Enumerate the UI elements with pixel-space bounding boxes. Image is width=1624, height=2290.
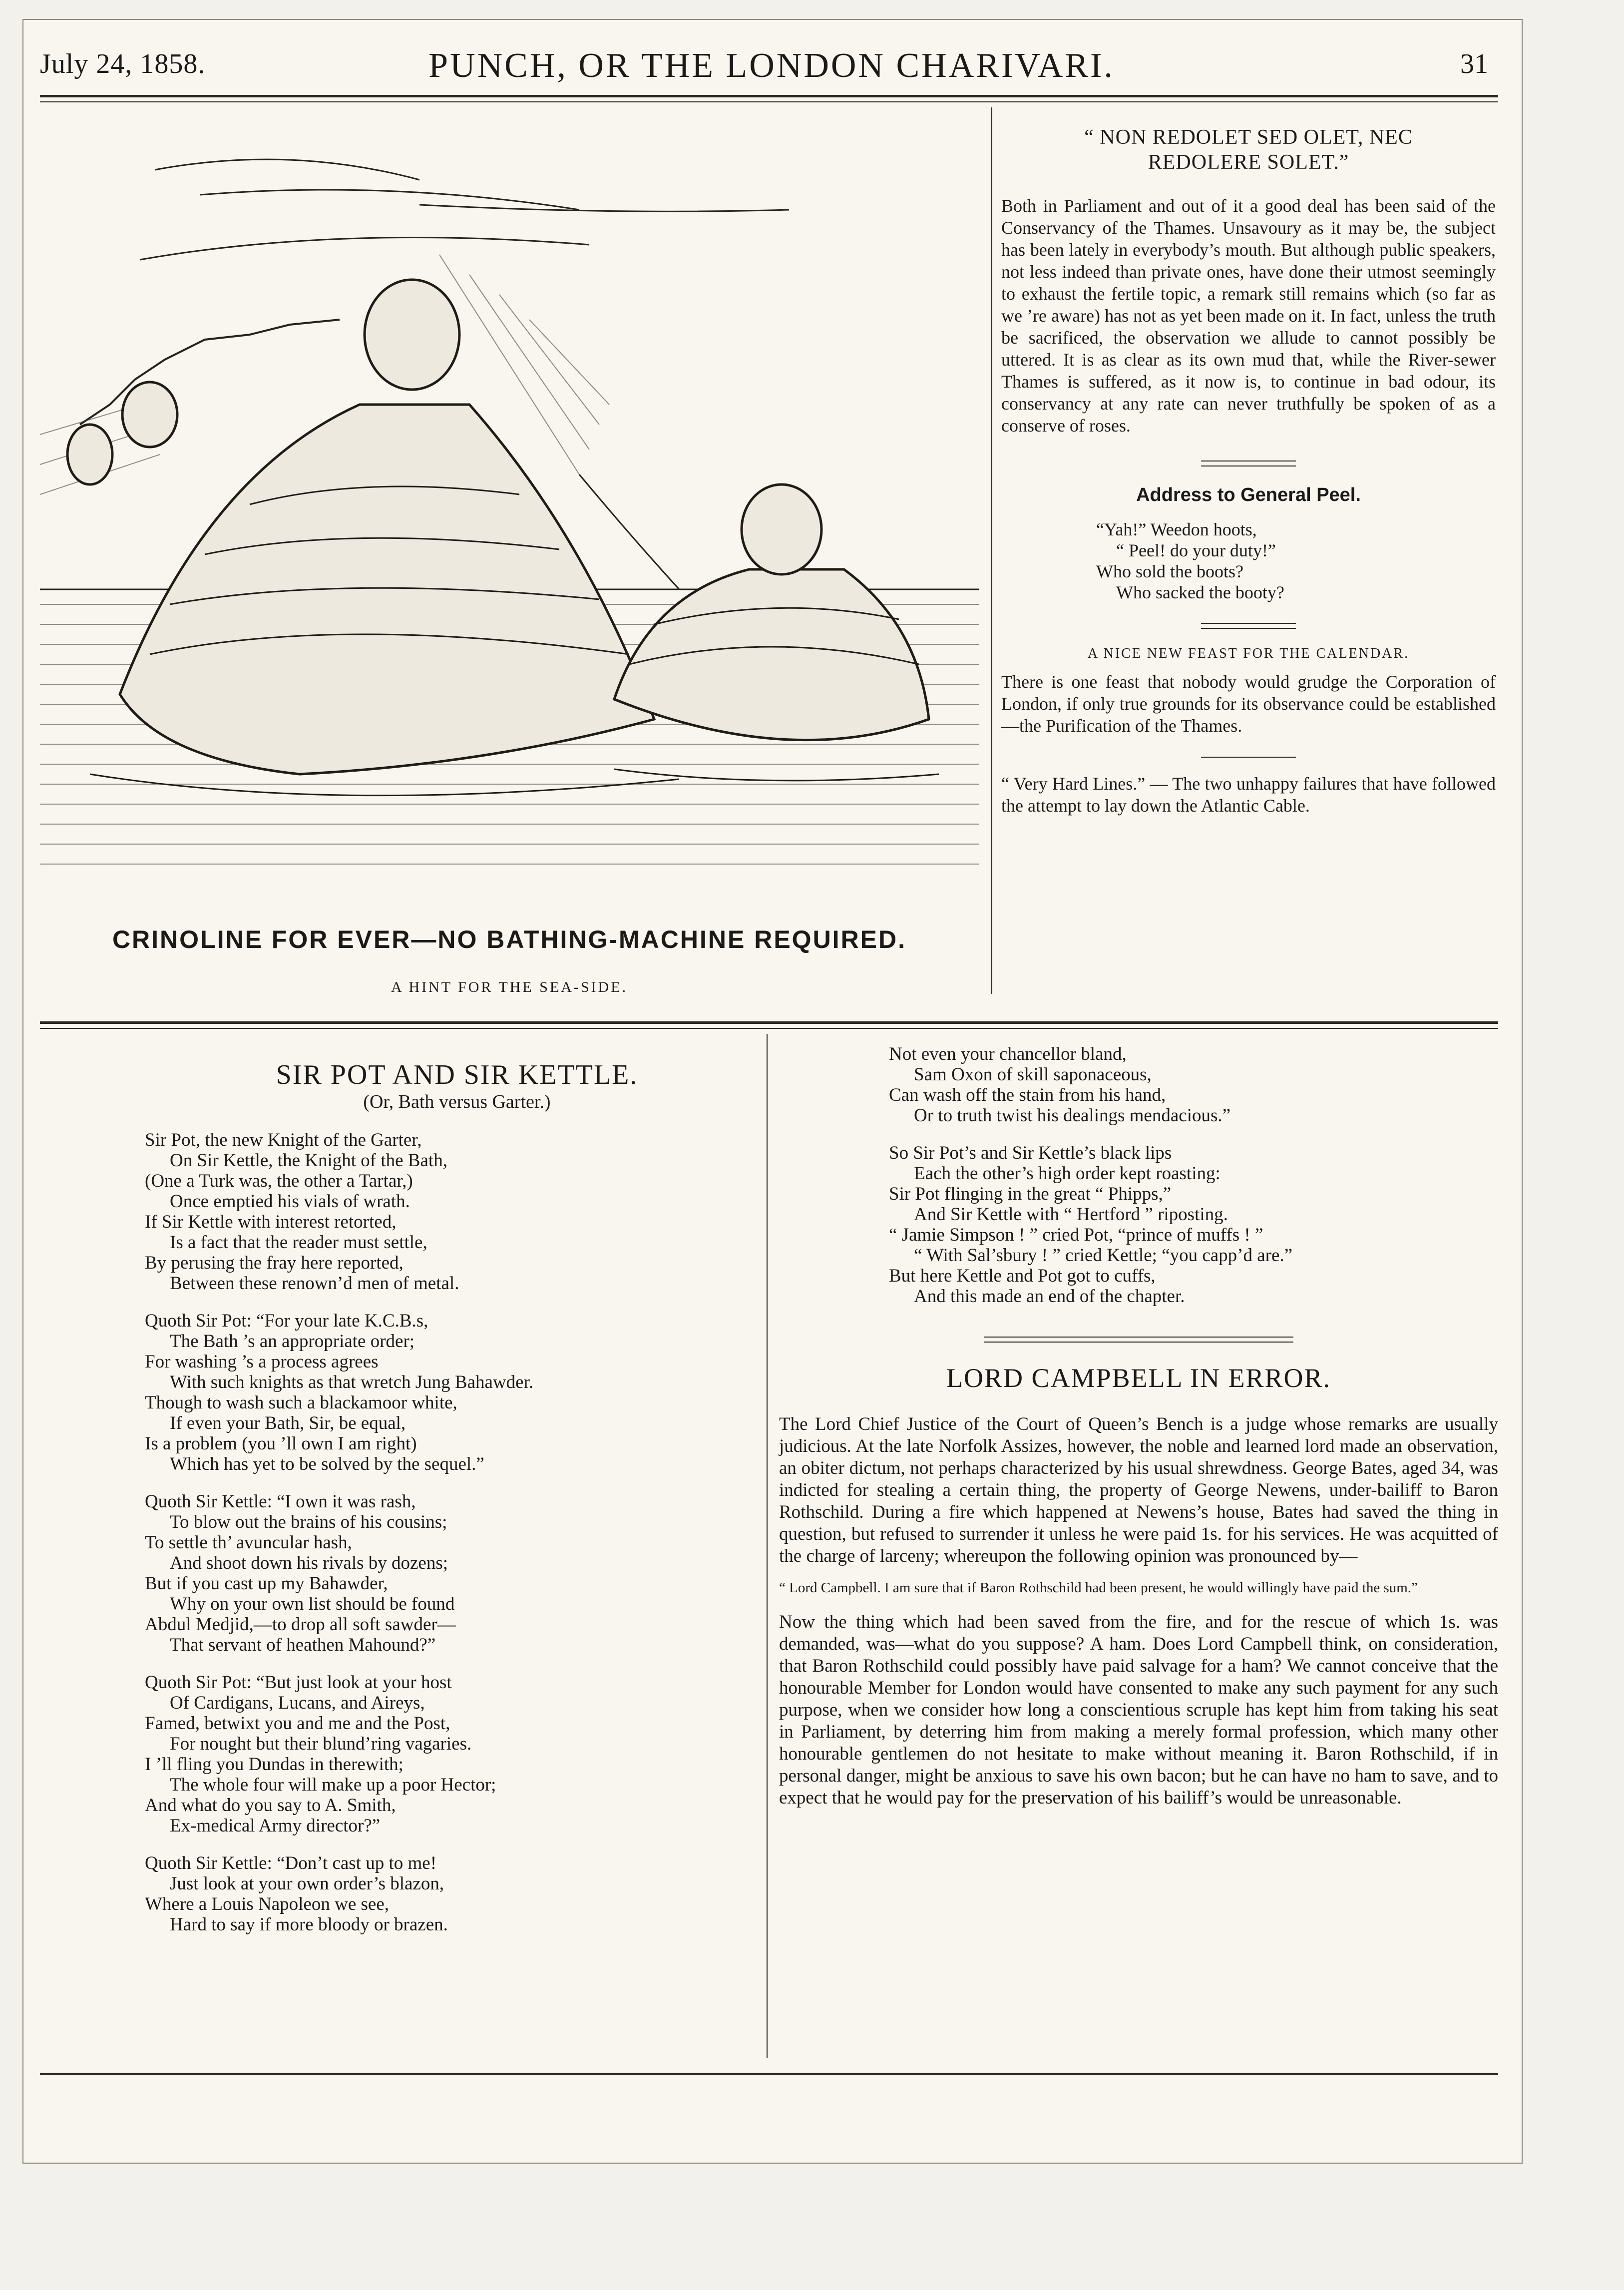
verse-line: “ With Sal’sbury ! ” cried Kettle; “you capp’d are.” <box>914 1245 1293 1266</box>
verse-line: For nought but their blund’ring vagaries. <box>170 1734 472 1754</box>
verse-line: Quoth Sir Kettle: “I own it was rash, <box>145 1491 416 1512</box>
column-divider-top <box>991 107 992 994</box>
sir-pot-poem <box>145 1059 769 1935</box>
illustration-subcaption: A HINT FOR THE SEA-SIDE. <box>391 979 628 995</box>
section-divider <box>984 1342 1293 1343</box>
verse-line: I ’ll fling you Dundas in therewith; <box>145 1754 404 1775</box>
article-title: LORD CAMPBELL IN ERROR. <box>946 1363 1331 1393</box>
verse-line: Is a problem (you ’ll own I am right) <box>145 1433 417 1454</box>
article-body: “ Very Hard Lines.” — The two unhappy failures that have followed the attempt to lay down the Atlantic Cable. <box>1001 774 1496 816</box>
verse-line: Sam Oxon of skill saponaceous, <box>914 1064 1152 1085</box>
article-body: Both in Parliament and out of it a good deal has been said of the Conservancy of the Thames. Unsavoury as it may be, the subject has been lately in everybody’s mouth. But although public speakers, not less indeed than private ones, have done their utmost seemingly to exhaust the fertile topic, a remark still remains which (so far as we ’re aware) has not as yet been made on it. In fact, unless the truth be sacrificed, the observation we allude to cannot possibly be uttered. It is as clear as its own mud that, while the River-sewer Thames is suffered, as it now is, to continue in bad odour, its conservancy at any rate can never truthfully be spoken of as a conserve of roses. <box>1001 196 1496 436</box>
verse-line: Where a Louis Napoleon we see, <box>145 1894 390 1914</box>
section-rule-thin <box>40 1028 1498 1029</box>
verse-line: So Sir Pot’s and Sir Kettle’s black lips <box>889 1143 1172 1163</box>
verse-line: Can wash off the stain from his hand, <box>889 1085 1166 1105</box>
verse-line: Famed, betwixt you and me and the Post, <box>145 1713 450 1734</box>
issue-date: July 24, 1858. <box>40 48 206 79</box>
verse-line: “ Jamie Simpson ! ” cried Pot, “prince of muffs ! ” <box>889 1225 1263 1245</box>
crinoline-illustration <box>40 125 979 904</box>
stanza <box>145 1853 769 1935</box>
header-rule-thin <box>40 101 1498 102</box>
stanza <box>145 1130 769 1294</box>
verse-line: Sir Pot flinging in the great “ Phipps,” <box>889 1184 1172 1204</box>
verse-line: Hard to say if more bloody or brazen. <box>170 1914 448 1935</box>
verse-line: Quoth Sir Kettle: “Don’t cast up to me! <box>145 1853 437 1873</box>
verse-line: Though to wash such a blackamoor white, <box>145 1392 457 1413</box>
section-divider <box>1201 460 1296 461</box>
verse-line: Abdul Medjid,—to drop all soft sawder— <box>145 1614 456 1635</box>
stanza <box>889 1044 1498 1126</box>
verse-line: On Sir Kettle, the Knight of the Bath, <box>170 1150 447 1171</box>
bottom-rule <box>40 2073 1498 2075</box>
article-body: There is one feast that nobody would grudge the Corporation of London, if only true grounds for its observance could be established—the Purification of the Thames. <box>1001 672 1496 736</box>
verse-line: Who sacked the booty? <box>1116 582 1284 602</box>
verse-line: Or to truth twist his dealings mendacious.” <box>914 1105 1231 1126</box>
article-body: The Lord Chief Justice of the Court of Queen’s Bench is a judge whose remarks are usually judicious. At the late Norfolk Assizes, however, the noble and learned lord made an observation, an obiter dictum, not perhaps characterized by his usual shrewdness. George Bates, aged 34, was indicted for stealing a certain thing, the property of George Newens, under-bailiff to Baron Rothschild. During a fire which happened at Newens’s house, Bates had saved the thing in question, but refused to surrender it unless he were paid 1s. for his services. He was acquitted of the charge of larceny; whereupon the following opinion was pronounced by— <box>779 1414 1498 1566</box>
verse-line: Quoth Sir Pot: “For your late K.C.B.s, <box>145 1311 428 1331</box>
stanza <box>145 1311 769 1474</box>
section-divider <box>1201 465 1296 466</box>
verse-line: Is a fact that the reader must settle, <box>170 1232 427 1253</box>
verse-line: And shoot down his rivals by dozens; <box>170 1553 448 1573</box>
page-header <box>40 35 1503 85</box>
verse-line: But here Kettle and Pot got to cuffs, <box>889 1266 1156 1286</box>
verse-line: “Yah!” Weedon hoots, <box>1096 519 1257 539</box>
verse-line: If even your Bath, Sir, be equal, <box>170 1413 406 1433</box>
verse-line: Just look at your own order’s blazon, <box>170 1873 444 1894</box>
verse-line: Each the other’s high order kept roasting: <box>914 1163 1220 1184</box>
verse-line: To settle th’ avuncular hash, <box>145 1532 352 1553</box>
verse-line: The whole four will make up a poor Hector; <box>170 1775 496 1795</box>
verse-line: Sir Pot, the new Knight of the Garter, <box>145 1130 422 1150</box>
masthead-title: PUNCH, OR THE LONDON CHARIVARI. <box>428 46 1115 85</box>
right-column <box>1001 125 1496 817</box>
section-rule <box>40 1021 1498 1024</box>
verse-line: Who sold the boots? <box>1096 561 1243 581</box>
section-divider <box>1201 757 1296 758</box>
verse-line: “ Peel! do your duty!” <box>1116 540 1276 560</box>
verse-line: Once emptied his vials of wrath. <box>170 1191 410 1212</box>
section-divider <box>1201 628 1296 629</box>
article-title: A NICE NEW FEAST FOR THE CALENDAR. <box>1087 646 1410 661</box>
poem-verse <box>1096 519 1496 603</box>
verse-line: For washing ’s a process agrees <box>145 1352 379 1372</box>
page-number: 31 <box>1460 48 1488 79</box>
verse-line: And Sir Kettle with “ Hertford ” riposting. <box>914 1204 1228 1225</box>
article-body: Now the thing which had been saved from the fire, and for the rescue of which 1s. was demanded, was—what do you suppose? A ham. Does Lord Campbell think, on consideration, that Baron Rothschild could possibly have paid salvage for a ham? We cannot conceive that the honourable Member for London would have consented to make any such payment for any such purpose, when we consider how long a conscientious scruple has kept him from taking his seat in Parliament, by deterring him from making a merely formal profession, which many other honourable gentlemen do not hesitate to make without meaning it. Baron Rothschild, if in personal danger, might be anxious to save his own bacon; but he can have no ham to save, and to expect that he would pay for the preservation of his bailiff’s would be unreasonable. <box>779 1612 1498 1808</box>
verse-line: The Bath ’s an appropriate order; <box>170 1331 415 1352</box>
quoted-note: “ Lord Campbell. I am sure that if Baron Rothschild had been present, he would willingly have paid the sum.” <box>779 1580 1418 1596</box>
article-title-line-2: REDOLERE SOLET.” <box>1148 151 1349 174</box>
right-bottom-column <box>779 1044 1498 1809</box>
verse-line: And what do you say to A. Smith, <box>145 1795 396 1816</box>
verse-line: By perusing the fray here reported, <box>145 1253 404 1273</box>
article-title: “ NON REDOLET SED OLET, NEC <box>1084 126 1413 149</box>
stanza <box>145 1491 769 1655</box>
header-rule <box>40 95 1498 97</box>
verse-line: With such knights as that wretch Jung Bahawder. <box>170 1372 534 1392</box>
stanza <box>889 1143 1498 1307</box>
poem-title: Address to General Peel. <box>1136 484 1361 505</box>
verse-line: If Sir Kettle with interest retorted, <box>145 1212 397 1232</box>
section-divider <box>1201 623 1296 624</box>
verse-line: But if you cast up my Bahawder, <box>145 1573 388 1594</box>
verse-line: Ex-medical Army director?” <box>170 1816 381 1836</box>
stanza <box>145 1672 769 1836</box>
verse-line: Why on your own list should be found <box>170 1594 455 1614</box>
verse-line: Not even your chancellor bland, <box>889 1044 1127 1064</box>
verse-line: Quoth Sir Pot: “But just look at your host <box>145 1672 452 1693</box>
verse-line: And this made an end of the chapter. <box>914 1286 1185 1307</box>
verse-line: Which has yet to be solved by the sequel.” <box>170 1454 484 1474</box>
illustration-caption: CRINOLINE FOR EVER—NO BATHING-MACHINE REQUIRED. <box>112 925 907 953</box>
section-divider <box>984 1337 1293 1338</box>
verse-line: Between these renown’d men of metal. <box>170 1273 459 1294</box>
poem-title: SIR POT AND SIR KETTLE. <box>276 1059 638 1090</box>
verse-line: Of Cardigans, Lucans, and Aireys, <box>170 1693 425 1713</box>
poem-subtitle: (Or, Bath versus Garter.) <box>363 1091 551 1112</box>
verse-line: (One a Turk was, the other a Tartar,) <box>145 1171 413 1191</box>
verse-line: That servant of heathen Mahound?” <box>170 1635 436 1655</box>
verse-line: To blow out the brains of his cousins; <box>170 1512 447 1532</box>
